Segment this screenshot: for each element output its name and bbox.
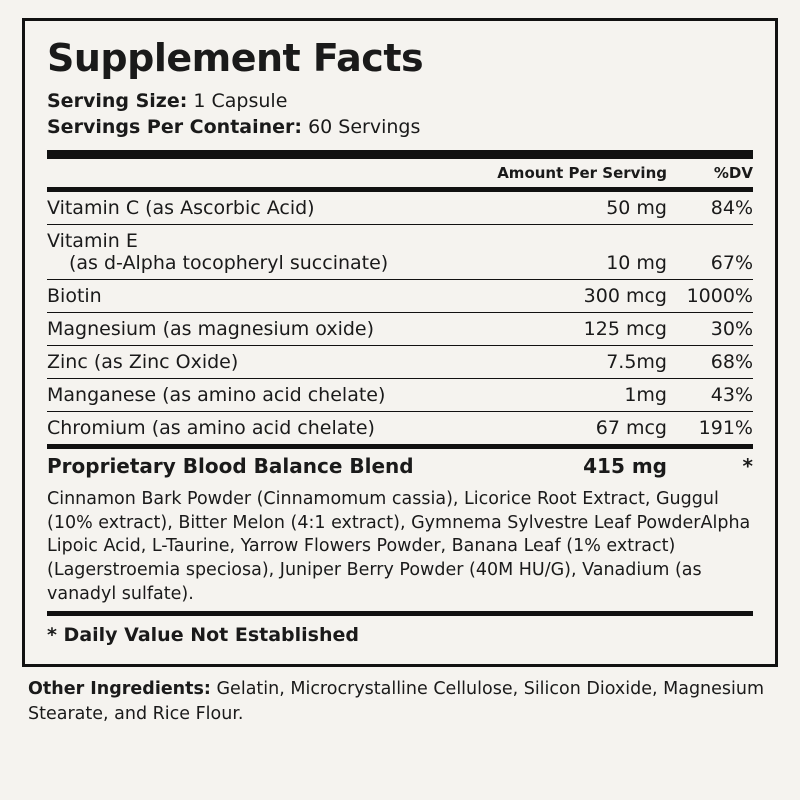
blend-name: Proprietary Blood Balance Blend <box>47 454 414 479</box>
serving-size-value: 1 Capsule <box>193 89 288 112</box>
supplement-facts-panel <box>22 18 778 667</box>
nutrient-rows <box>47 192 753 444</box>
blend-table <box>47 449 753 611</box>
nutrient-amount: 67 mcg <box>534 412 667 445</box>
header-percent-dv: %DV <box>713 164 753 183</box>
nutrient-dv: 30% <box>667 313 753 346</box>
nutrient-amount: 1mg <box>534 379 667 412</box>
nutrient-name: Zinc (as Zinc Oxide) <box>47 346 534 379</box>
servings-per-container-label: Servings Per Container: <box>47 115 303 138</box>
nutrient-dv: 68% <box>667 346 753 379</box>
table-row <box>47 192 753 225</box>
daily-value-note: * Daily Value Not Established <box>47 624 359 647</box>
blend-ingredients: Cinnamon Bark Powder (Cinnamomum cassia), Licorice Root Extract, Guggul (10% extract), Bitter Melon (4:1 extract), Gymnema Sylvestre Leaf PowderAlpha Lipoic Acid, L-Taurine, Yarrow Flowers Powder, Banana Leaf (1% extract) (Lagerstroemia speciosa), Juniper Berry Powder (40M HU/G), Vanadium (as vanadyl sulfate). <box>47 489 751 604</box>
table-row <box>47 313 753 346</box>
serving-size-label: Serving Size: <box>47 89 188 112</box>
nutrient-name: Biotin <box>47 280 534 313</box>
other-ingredients-value: Gelatin, Microcrystalline Cellulose, Silicon Dioxide, Magnesium Stearate, and Rice Flour. <box>28 679 765 724</box>
nutrient-subname: (as d-Alpha tocopheryl succinate) <box>69 252 389 275</box>
nutrient-amount: 125 mcg <box>534 313 667 346</box>
serving-size-line <box>47 89 753 115</box>
blend-amount: 415 mg <box>583 454 667 479</box>
blend-dv: * <box>742 454 753 479</box>
nutrient-name: Manganese (as amino acid chelate) <box>47 379 534 412</box>
table-row <box>47 379 753 412</box>
nutrient-name-group <box>47 225 534 280</box>
nutrient-dv: 1000% <box>667 280 753 313</box>
blend-ingredients-row <box>47 483 753 611</box>
nutrient-amount: 7.5mg <box>534 346 667 379</box>
nutrient-dv: 191% <box>667 412 753 445</box>
blend-header-row <box>47 449 753 483</box>
table-row <box>47 280 753 313</box>
table-row <box>47 225 753 280</box>
divider-thick-top <box>47 150 753 159</box>
other-ingredients-label: Other Ingredients: <box>28 679 211 700</box>
nutrient-dv: 67% <box>667 225 753 280</box>
nutrient-name: Vitamin C (as Ascorbic Acid) <box>47 197 315 220</box>
nutrient-name: Vitamin E <box>47 230 138 253</box>
servings-per-container-value: 60 Servings <box>308 115 421 138</box>
nutrient-name: Chromium (as amino acid chelate) <box>47 412 534 445</box>
nutrient-amount: 50 mg <box>606 197 667 220</box>
panel-title: Supplement Facts <box>47 36 424 80</box>
nutrition-table <box>47 159 753 187</box>
nutrient-amount: 300 mcg <box>534 280 667 313</box>
header-amount-per-serving: Amount Per Serving <box>497 164 667 183</box>
other-ingredients <box>28 677 776 726</box>
table-row <box>47 346 753 379</box>
servings-per-container-line <box>47 115 753 141</box>
nutrient-dv: 84% <box>710 197 753 220</box>
table-header-row <box>47 159 753 187</box>
nutrient-name: Magnesium (as magnesium oxide) <box>47 313 534 346</box>
table-row <box>47 412 753 445</box>
nutrient-dv: 43% <box>667 379 753 412</box>
nutrient-amount: 10 mg <box>534 225 667 280</box>
